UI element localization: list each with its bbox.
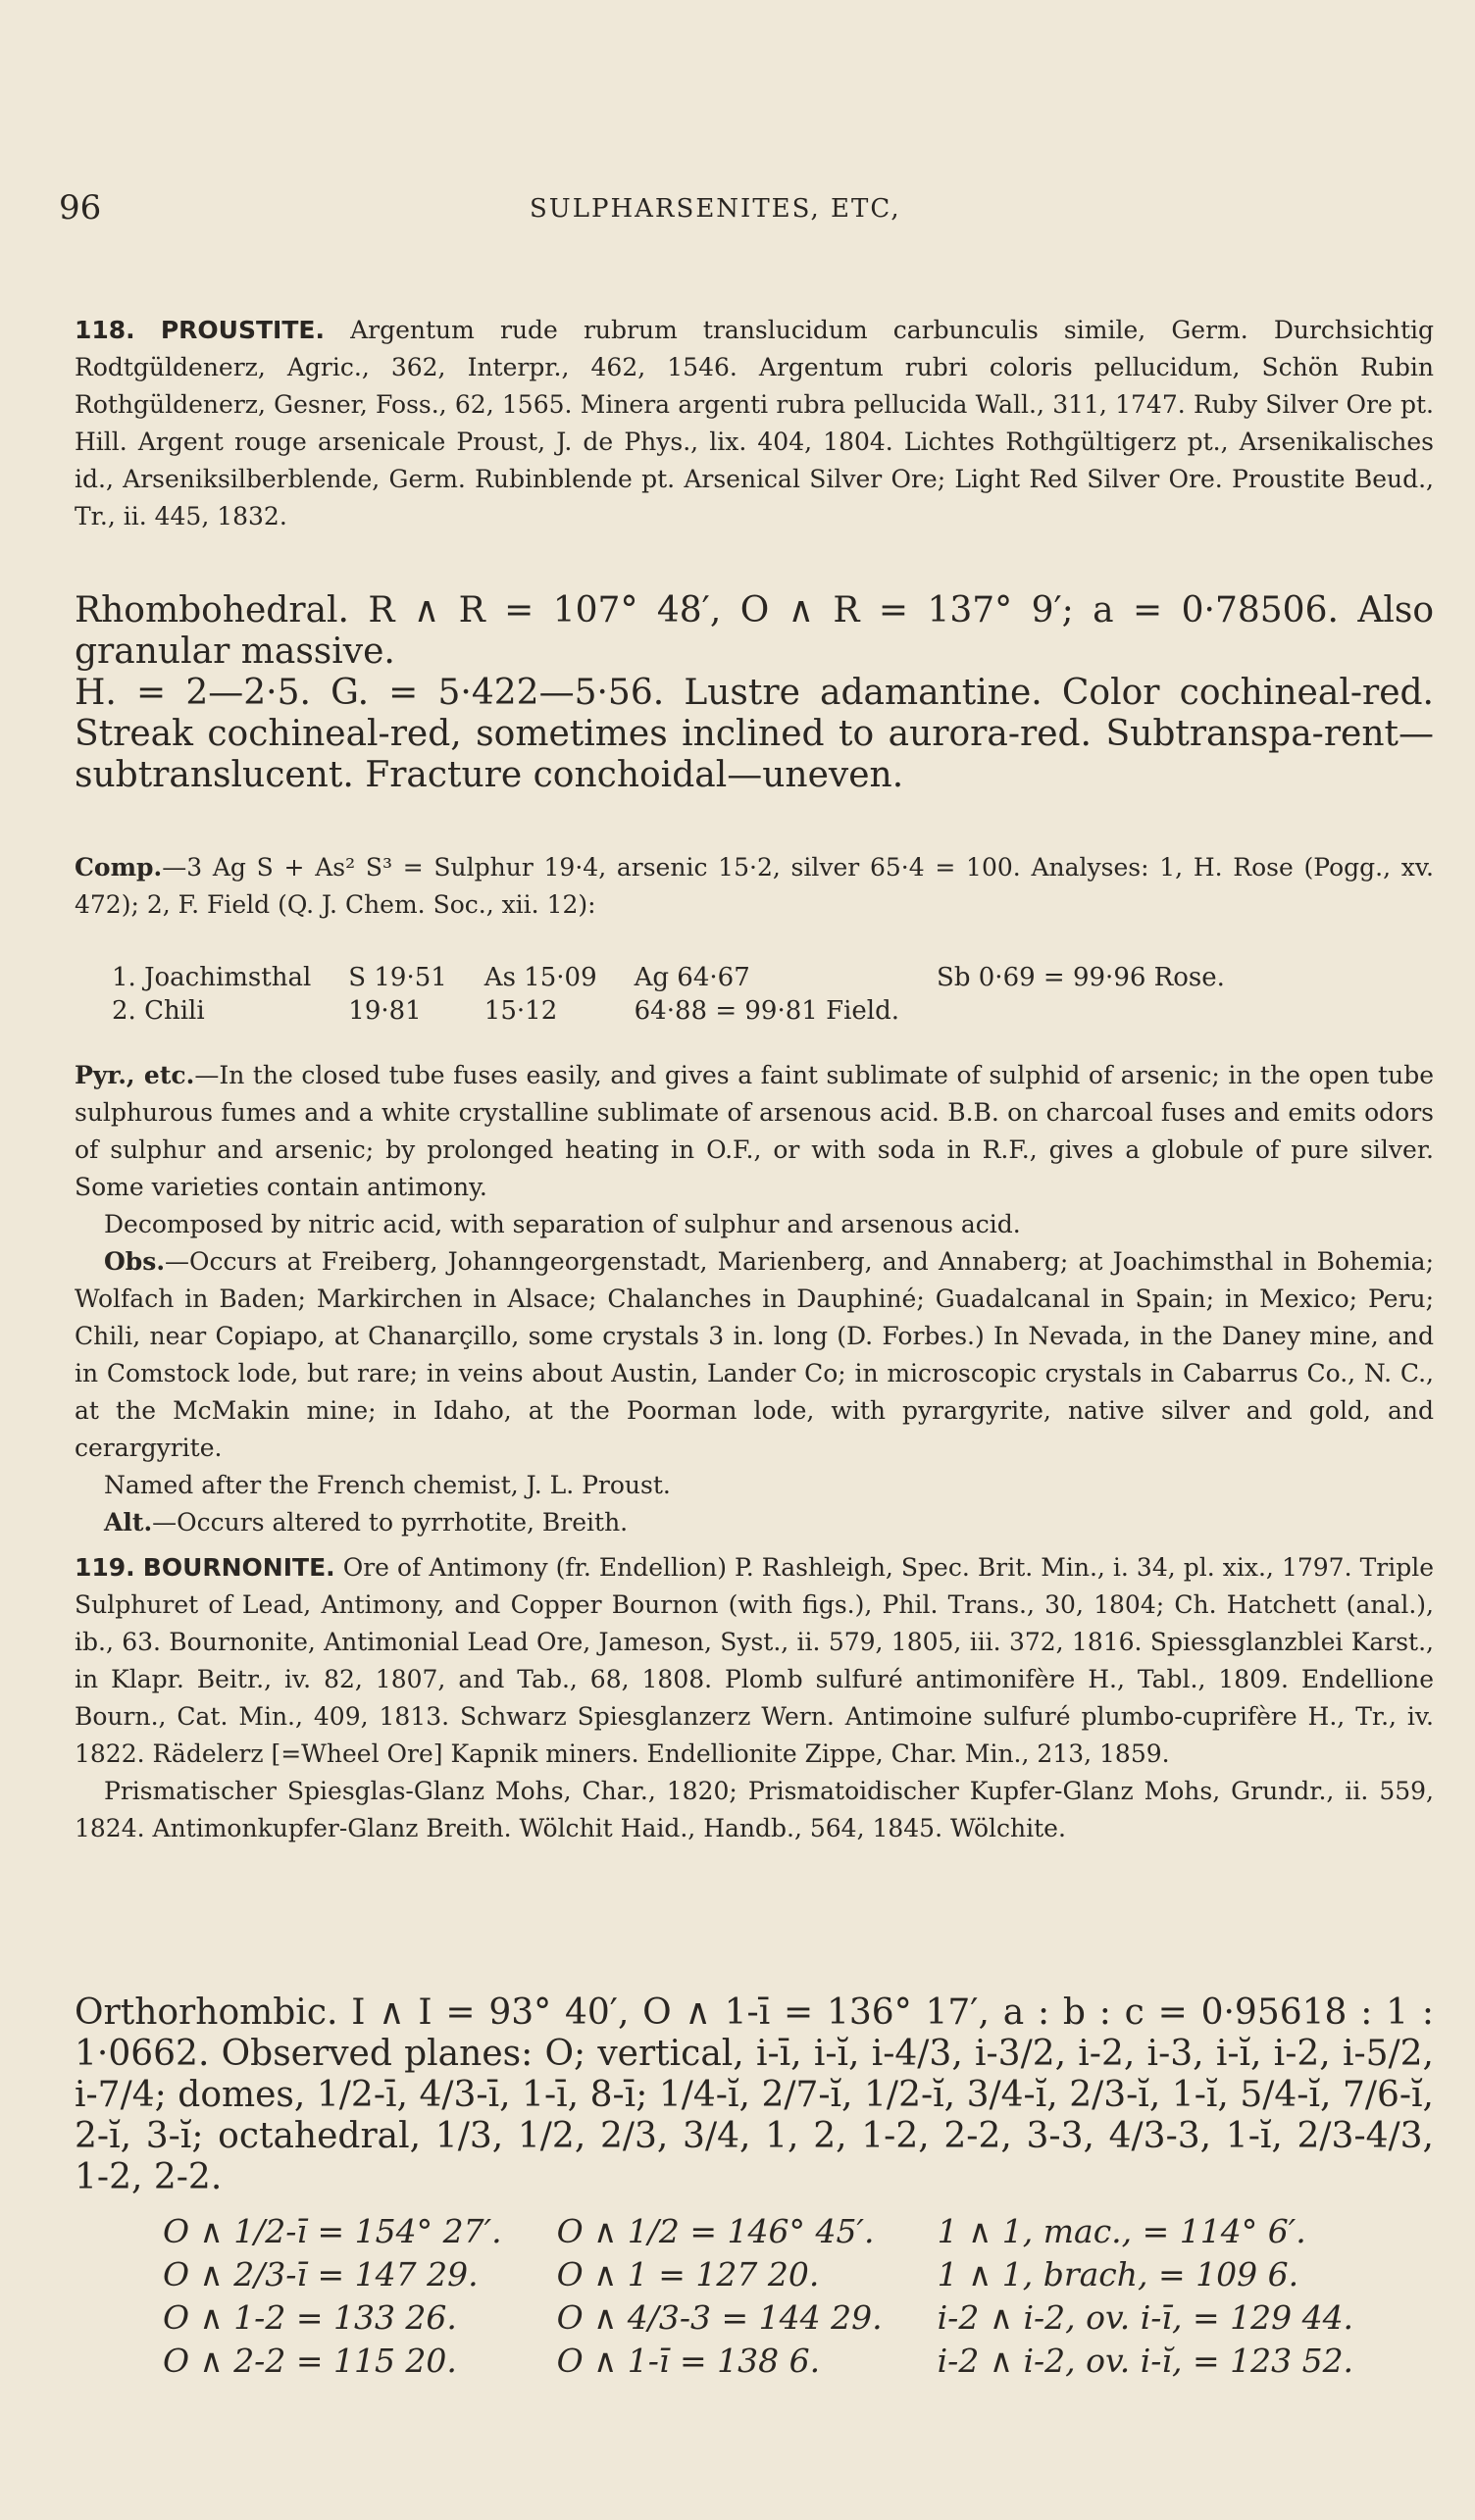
running-title: SULPHARSENITES, ETC, (530, 194, 901, 224)
angle-cell: O ∧ 1-2 = 133 26. (163, 2298, 457, 2337)
bournonite-crystal-text: Orthorhombic. I ∧ I = 93° 40′, O ∧ 1-ī = 136° 17′, a : b : c = 0·95618 : 1 : 1·0662. Observed planes: O; vertical, i-ī, i-ĭ, i-4/3, i-3/2, i-2, i-3, i-ĭ, i-2, i-5/2, i-7/4; domes, 1/2-ī, 4/3-ī, 1-ī, 8-ī; 1/4-ĭ, 2/7-ĭ, 1/2-ĭ, 3/4-ĭ, 2/3-ĭ, 1-ĭ, 5/4-ĭ, 7/6-ĭ, 2-ĭ, 3-ĭ; octahedral, 1/3, 1/2, 2/3, 3/4, 1, 2, 1-2, 2-2, 3-3, 4/3-3, 1-ĭ, 2/3-4/3, 1-2, 2-2. (75, 1992, 1434, 2197)
proustite-crystal: Rhombohedral. R ∧ R = 107° 48′, O ∧ R = 137° 9′; a = 0·78506. Also granular massive. (75, 590, 1434, 672)
angle-cell: O ∧ 1/2 = 146° 45′. (556, 2212, 875, 2250)
decomposed-text: Decomposed by nitric acid, with separation of sulphur and arsenous acid. (104, 1210, 1021, 1238)
page-number: 96 (59, 188, 102, 227)
angle-cell: i-2 ∧ i-2, ov. i-ĭ, = 123 52. (937, 2342, 1354, 2380)
angle-row (163, 2253, 1408, 2296)
angle-cell: O ∧ 2/3-ī = 147 29. (163, 2255, 479, 2293)
bournonite-synonymy-2: Prismatischer Spiesglas-Glanz Mohs, Char., 1820; Prismatoidischer Kupfer-Glanz Mohs, Grundr., ii. 559, 1824. Antimonkupfer-Glanz Breith. Wölchit Haid., Handb., 564, 1845. Wölchite. (75, 1777, 1434, 1842)
angle-cell: O ∧ 1/2-ī = 154° 27′. (163, 2212, 502, 2250)
proustite-composition (75, 849, 1434, 924)
angle-cell: 1 ∧ 1, brach, = 109 6. (937, 2255, 1299, 2293)
obs-label: Obs. (104, 1247, 166, 1276)
angle-row (163, 2210, 1408, 2253)
comp-text: —3 Ag S + As² S³ = Sulphur 19·4, arsenic 15·2, silver 65·4 = 100. Analyses: 1, H. Rose (Pogg., xv. 472); 2, F. Field (Q. J. Chem. Soc., xii. 12): (75, 853, 1434, 919)
angle-cell: 1 ∧ 1, mac., = 114° 6′. (937, 2212, 1306, 2250)
obs-text: —Occurs at Freiberg, Johanngeorgenstadt, Marienberg, and Annaberg; at Joachimsthal in Bohemia; Wolfach in Baden; Markirchen in Alsace; Chalanches in Dauphiné; Guadalcanal in Spain; in Mexico; Peru; Chili, near Copiapo, at Chanarçillo, some crystals 3 in. long (D. Forbes.) In Nevada, in the Daney mine, and in Comstock lode, but rare; in veins about Austin, Lander Co; in microscopic crystals in Cabarrus Co., N. C., at the McMakin mine; in Idaho, at the Poorman lode, with pyrargyrite, native silver and gold, and cerargyrite. (75, 1247, 1434, 1462)
analysis-cell: 1. Joachimsthal (112, 963, 312, 992)
proustite-number: 118. (75, 316, 135, 344)
proustite-synonymy-text: Argentum rude rubrum translucidum carbunculis simile, Germ. Durchsichtig Rodtgüldenerz, Agric., 362, Interpr., 462, 1546. Argentum rubri coloris pellucidum, Schön Rubin Rothgüldenerz, Gesner, Foss., 62, 1565. Minera argenti rubra pellucida Wall., 311, 1747. Ruby Silver Ore pt. Hill. Argent rouge arsenicale Proust, J. de Phys., lix. 404, 1804. Lichtes Rothgültigerz pt., Arsenikalisches id., Arseniksilberblende, Germ. Rubinblende pt. Arsenical Silver Ore; Light Red Silver Ore. Proustite Beud., Tr., ii. 445, 1832. (75, 316, 1434, 530)
angle-row (163, 2340, 1408, 2383)
analysis-row (112, 961, 1262, 994)
analysis-cell: 19·81 (348, 996, 422, 1026)
angle-cell: O ∧ 1 = 127 20. (556, 2255, 820, 2293)
bournonite-synonymy-text: Ore of Antimony (fr. Endellion) P. Rashleigh, Spec. Brit. Min., i. 34, pl. xix., 1797. Triple Sulphuret of Lead, Antimony, and Copper Bournon (with figs.), Phil. Trans., 30, 1804; Ch. Hatchett (anal.), ib., 63. Bournonite, Antimonial Lead Ore, Jameson, Syst., ii. 579, 1805, iii. 372, 1816. Spiessglanzblei Karst., in Klapr. Beitr., iv. 82, 1807, and Tab., 68, 1808. Plomb sulfuré antimonifère H., Tabl., 1809. Endellione Bourn., Cat. Min., 409, 1813. Schwarz Spiesglanzerz Wern. Antimoine sulfuré plumbo-cuprifère H., Tr., iv. 1822. Rädelerz [=Wheel Ore] Kapnik miners. Endellionite Zippe, Char. Min., 213, 1859. (75, 1553, 1434, 1768)
analysis-cell: Sb 0·69 = 99·96 Rose. (937, 963, 1225, 992)
analysis-cell: 15·12 (483, 996, 558, 1026)
analysis-cell: S 19·51 (348, 963, 447, 992)
angle-cell: O ∧ 2-2 = 115 20. (163, 2342, 457, 2380)
proustite-physical: H. = 2—2·5. G. = 5·422—5·56. Lustre adamantine. Color cochineal-red. Streak cochineal-red, sometimes inclined to aurora-red. Subtranspa-rent—subtranslucent. Fracture conchoidal—uneven. (75, 673, 1434, 795)
angle-cell: O ∧ 4/3-3 = 144 29. (556, 2298, 883, 2337)
angle-cell: i-2 ∧ i-2, ov. i-ī, = 129 44. (937, 2298, 1354, 2337)
proustite-name: PROUSTITE. (160, 316, 325, 344)
angle-row (163, 2296, 1408, 2340)
pyr-text: —In the closed tube fuses easily, and gives a faint sublimate of sulphid of arsenic; in the open tube sulphurous fumes and a white crystalline sublimate of arsenous acid. B.B. on charcoal fuses and emits odors of sulphur and arsenic; by prolonged heating in O.F., or with soda in R.F., gives a globule of pure silver. Some varieties contain antimony. (75, 1061, 1434, 1201)
analysis-row (112, 994, 1262, 1028)
angle-cell: O ∧ 1-ī = 138 6. (556, 2342, 821, 2380)
analysis-cell: 2. Chili (112, 996, 205, 1026)
bournonite-name: BOURNONITE. (142, 1553, 335, 1582)
analysis-cell: Ag 64·67 (634, 963, 750, 992)
analysis-cell: As 15·09 (483, 963, 597, 992)
angles-table (163, 2210, 1408, 2383)
proustite-notes (75, 1057, 1434, 1541)
named-text: Named after the French chemist, J. L. Proust. (104, 1471, 671, 1499)
proustite-description (75, 590, 1434, 796)
pyr-label: Pyr., etc. (75, 1061, 195, 1089)
analysis-cell: 64·88 = 99·81 Field. (634, 996, 900, 1026)
alt-text: —Occurs altered to pyrrhotite, Breith. (152, 1508, 629, 1537)
proustite-synonymy (75, 312, 1434, 535)
bournonite-synonymy (75, 1549, 1434, 1847)
bournonite-number: 119. (75, 1553, 135, 1582)
bournonite-crystal (75, 1992, 1434, 2198)
comp-label: Comp. (75, 853, 163, 882)
analyses-table (112, 961, 1262, 1028)
alt-label: Alt. (104, 1508, 153, 1537)
analysis-cell (937, 994, 1262, 1028)
